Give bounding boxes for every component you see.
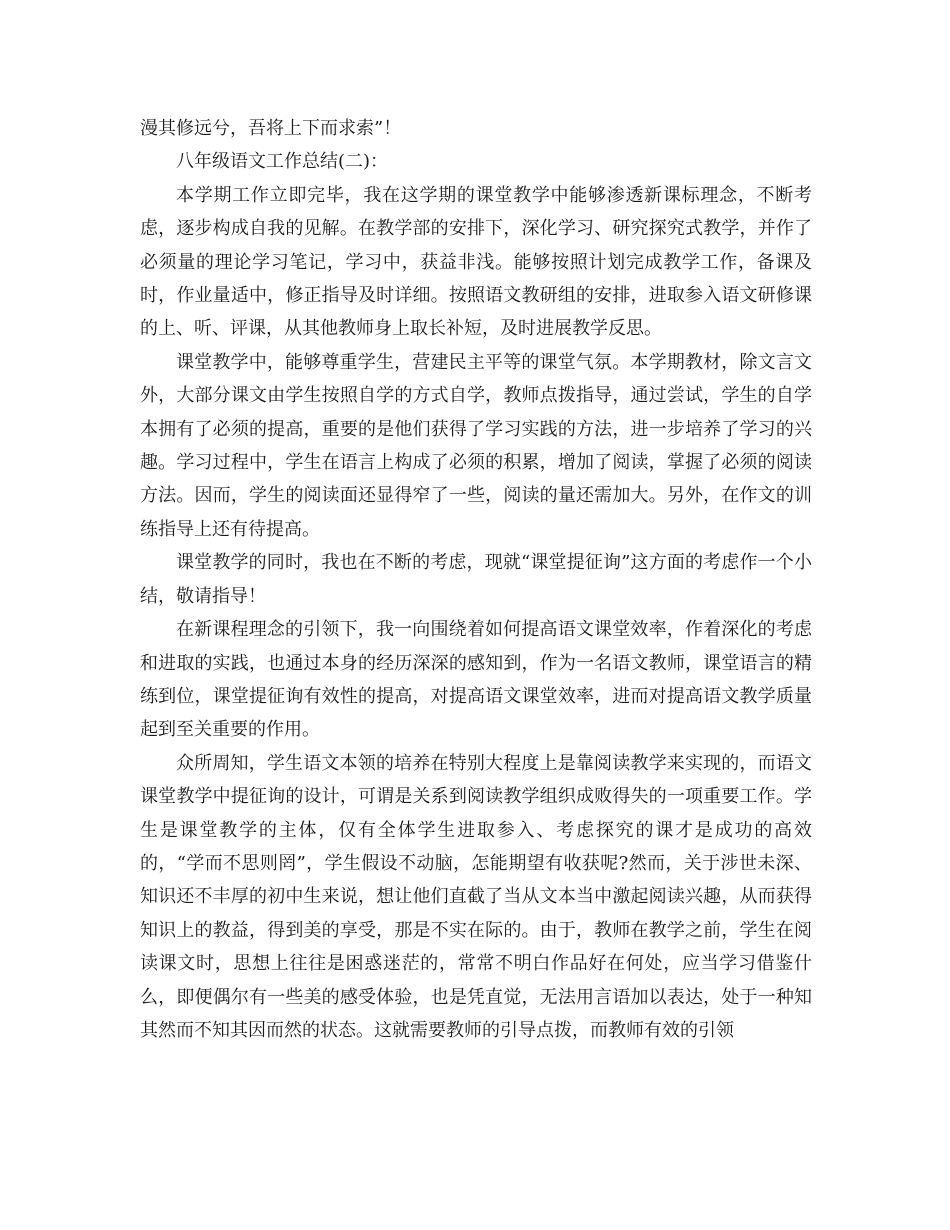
section-heading: 八年级语文工作总结(二)： [176,151,389,173]
paragraph: 在新课程理念的引领下，我一向围绕着如何提高语文课堂效率，作着深化的考虑和进取的实践，也通过本身的经历深深的感知到，作为一名语文教师，课堂语言的精练到位，课堂提征询有效性的提高，对提高语文课堂效率，进而对提高语文教学质量起到至关重要的作用。 [140,619,812,741]
paragraph: 本学期工作立即完毕，我在这学期的课堂教学中能够渗透新课标理念，不断考虑，逐步构成自我的见解。在教学部的安排下，深化学习、研究探究式教学，并作了必须量的理论学习笔记，学习中，获益非浅。能够按照计划完成教学工作，备课及时，作业量适中，修正指导及时详细。按照语文教研组的安排，进取参入语文研修课的上、听、评课，从其他教师身上取长补短，及时进展教学反思。 [140,184,812,340]
paragraph: 众所周知，学生语文本领的培养在特别大程度上是靠阅读教学来实现的，而语文课堂教学中提征询的设计，可谓是关系到阅读教学组织成败得失的一项重要工作。学生是课堂教学的主体，仅有全体学生进取参入、考虑探究的课才是成功的高效的，“学而不思则罔”，学生假设不动脑，怎能期望有收获呢?然而，关于涉世未深、知识还不丰厚的初中生来说，想让他们直截了当从文本当中激起阅读兴趣，从而获得知识上的教益，得到美的享受，那是不实在际的。由于，教师在教学之前，学生在阅读课文时，思想上往往是困惑迷茫的，常常不明白作品好在何处，应当学习借鉴什么，即便偶尔有一些美的感受体验，也是凭直觉，无法用言语加以表达，处于一种知其然而不知其因而然的状态。这就需要教师的引导点拨，而教师有效的引领 [140,752,812,1041]
document-body [140,112,812,1047]
paragraph: 漫其修远兮，吾将上下而求索”！ [140,118,402,139]
paragraph: 课堂教学中，能够尊重学生，营建民主平等的课堂气氛。本学期教材，除文言文外，大部分课文由学生按照自学的方式自学，教师点拨指导，通过尝试，学生的自学本拥有了必须的提高，重要的是他们获得了学习实践的方法，进一步培养了学习的兴趣。学习过程中，学生在语言上构成了必须的积累，增加了阅读，掌握了必须的阅读方法。因而，学生的阅读面还显得窄了一些，阅读的量还需加大。另外，在作文的训练指导上还有待提高。 [140,351,812,540]
paragraph: 课堂教学的同时，我也在不断的考虑，现就“课堂提征询”这方面的考虑作一个小结，敬请指导！ [140,552,812,607]
